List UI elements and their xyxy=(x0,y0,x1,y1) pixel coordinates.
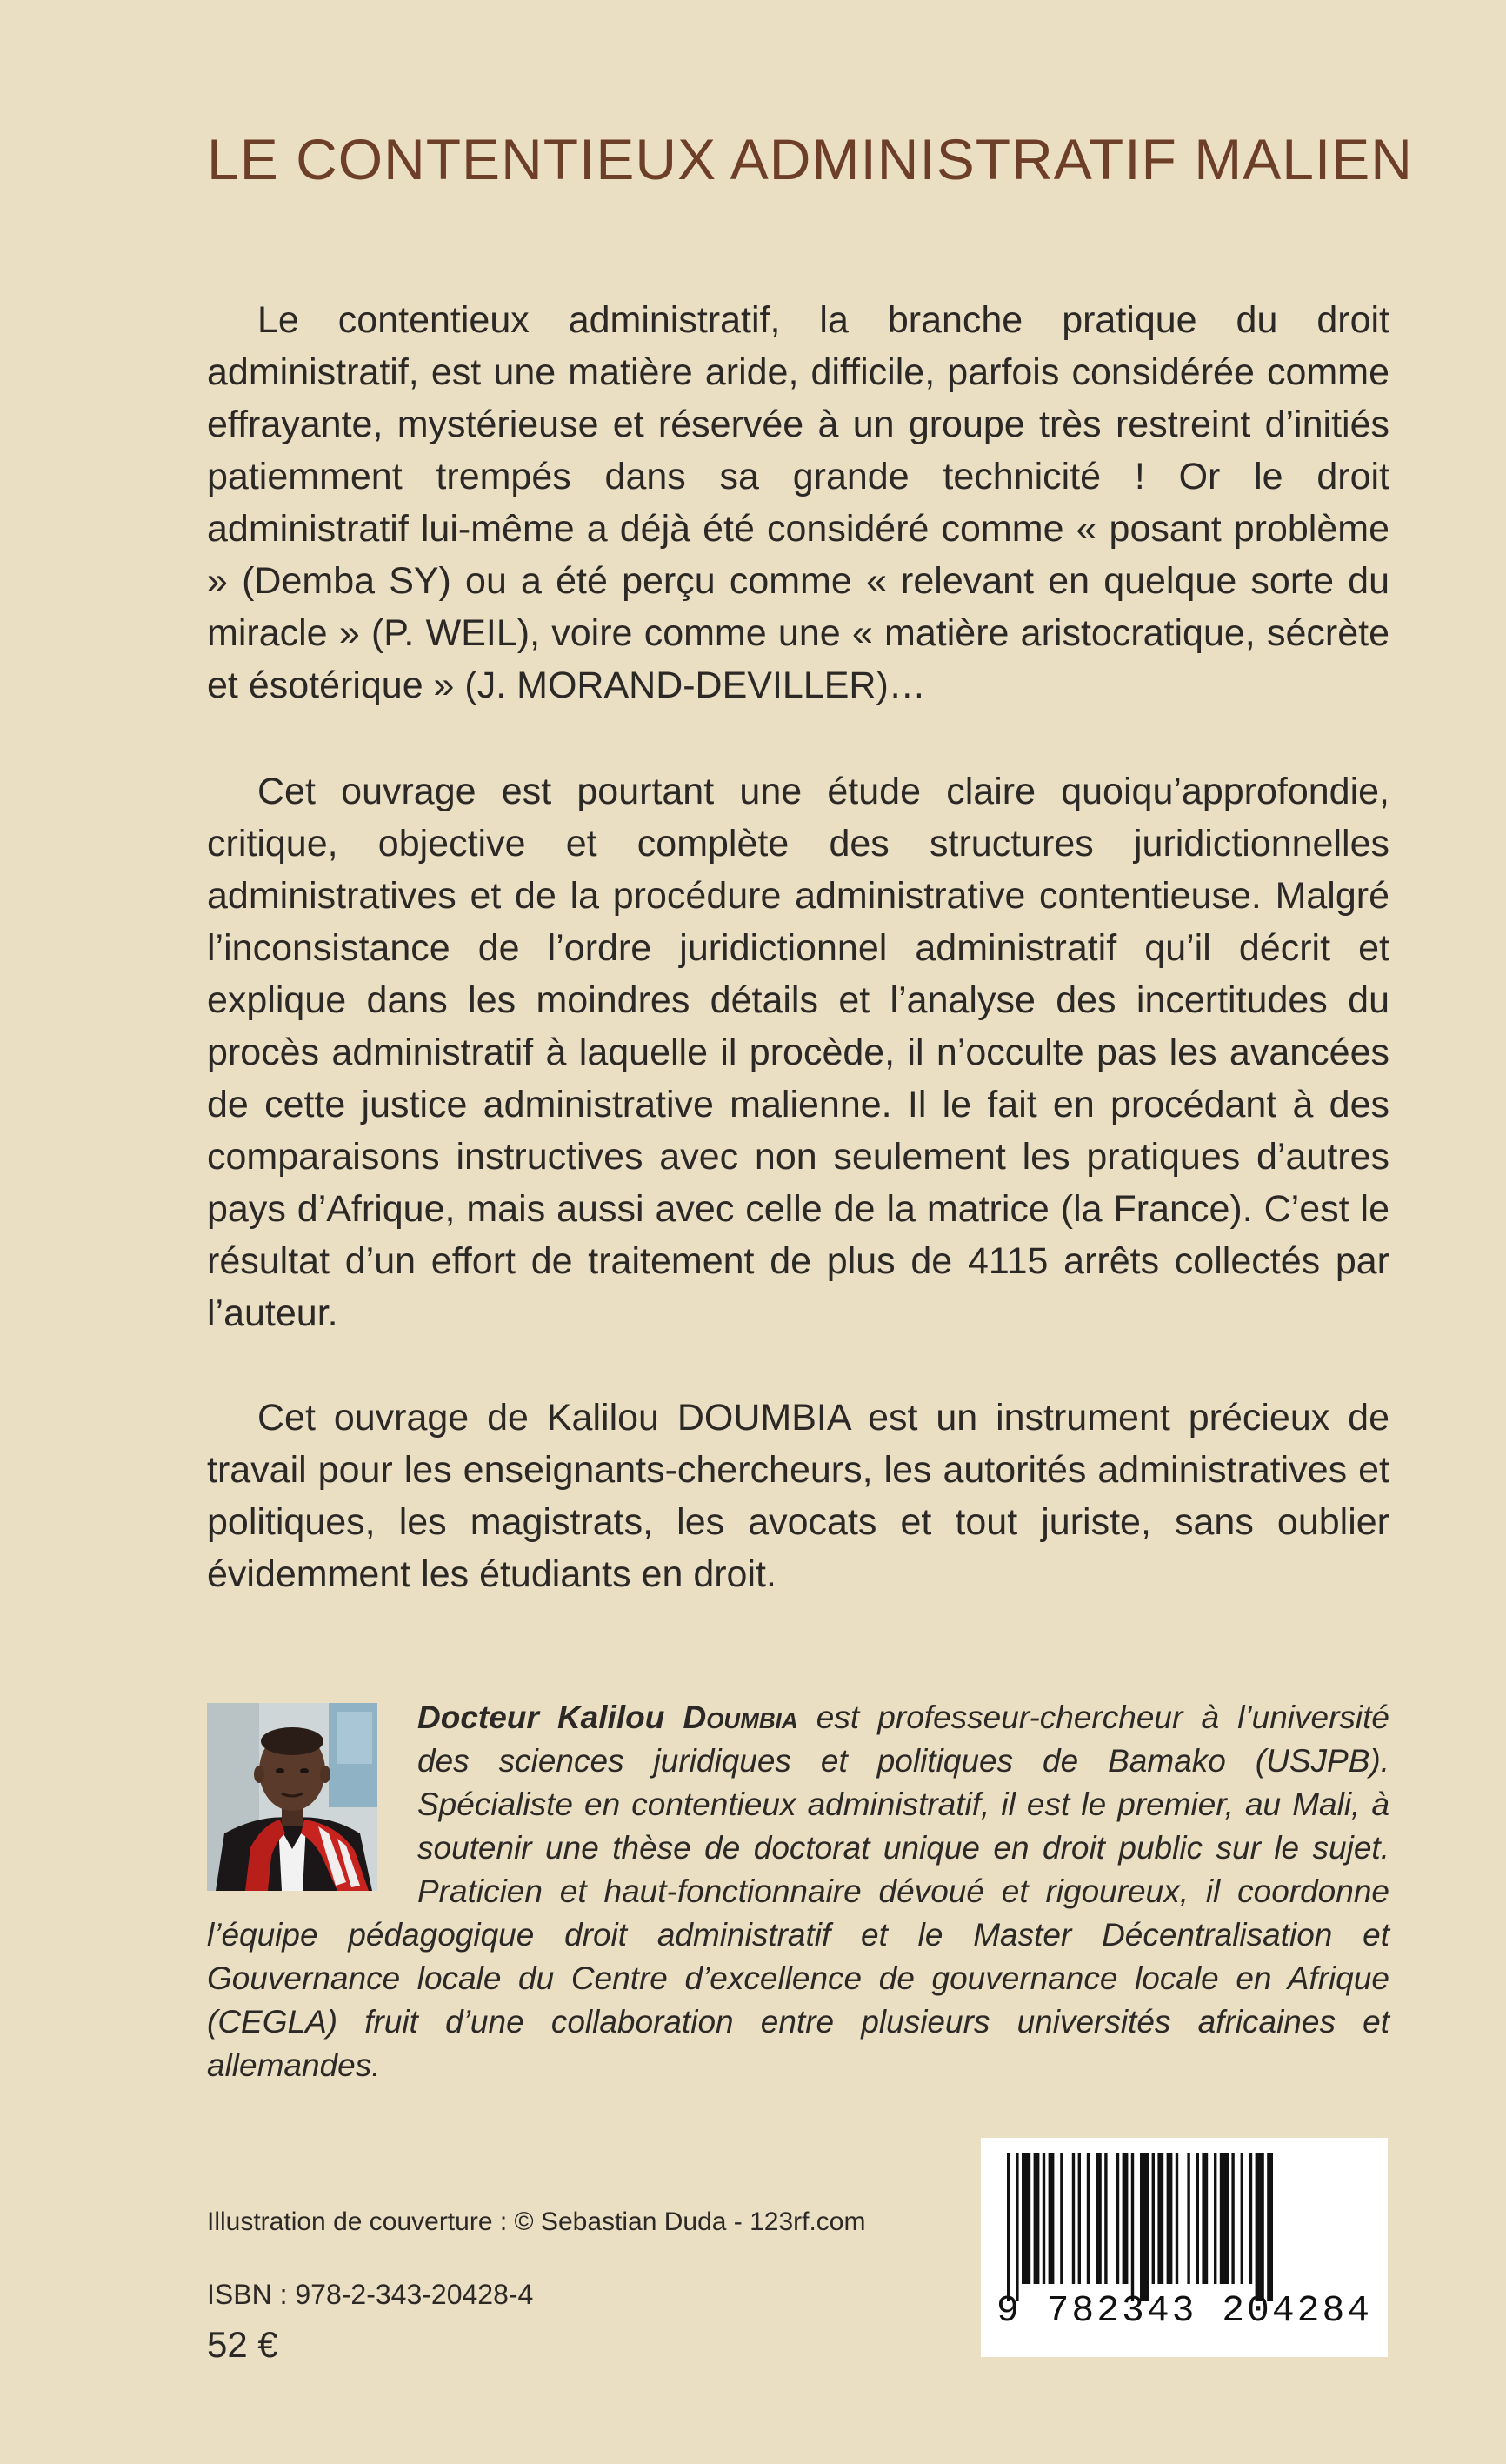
barcode-bar xyxy=(1152,2153,1155,2284)
barcode-bar xyxy=(1049,2153,1055,2284)
barcode-bar xyxy=(1196,2153,1199,2284)
barcode-bar xyxy=(1043,2153,1045,2284)
author-photo xyxy=(207,1703,377,1891)
barcode-bar xyxy=(1241,2153,1243,2284)
barcode xyxy=(981,2138,1388,2357)
author-bio xyxy=(207,1696,1389,2087)
author-surname: Doumbia xyxy=(683,1699,798,1735)
barcode-bar xyxy=(1249,2153,1252,2284)
cover-illustration-credit: Illustration de couverture : © Sebastian Duda - 123rf.com xyxy=(207,2207,866,2236)
barcode-bar xyxy=(1123,2153,1129,2284)
barcode-bar xyxy=(1187,2153,1189,2284)
barcode-bar xyxy=(1267,2153,1273,2301)
isbn: ISBN : 978-2-343-20428-4 xyxy=(207,2279,534,2310)
author-bio-text: est professeur-chercheur à l’université des sciences juridiques et politiques de Bamako (USJPB). Spécialiste en contentieux administratif, il est le premier, au Mali, à soutenir une thèse de doctorat unique en droit public sur le sujet. Praticien et haut-fonctionnaire dévoué et rigoureux, il coordonne l’équipe pédagogique droit administratif et le Master Décentralisation et Gouvernance locale du Centre d’excellence de gouvernance locale en Afrique (CEGLA) fruit d’une collaboration entre plusieurs universités africaines et allemandes. xyxy=(207,1699,1389,2083)
barcode-bar xyxy=(1157,2153,1163,2284)
barcode-bar xyxy=(1256,2153,1264,2301)
author-name-prefix: Docteur Kalilou xyxy=(417,1699,683,1735)
barcode-bar xyxy=(1072,2153,1075,2284)
barcode-bar xyxy=(1202,2153,1208,2284)
barcode-bar xyxy=(1231,2153,1234,2284)
summary-paragraph-3: Cet ouvrage de Kalilou DOUMBIA est un instrument précieux de travail pour les enseignants-chercheurs, les autorités administratives et politiques, les magistrats, les avocats et tout juriste, sans oublier évidemment les étudiants en droit. xyxy=(207,1397,1389,1595)
author-bio-block xyxy=(207,1699,1389,2087)
book-title: LE CONTENTIEUX ADMINISTRATIF MALIEN xyxy=(207,127,1413,191)
barcode-bar xyxy=(1131,2153,1134,2301)
barcode-bar xyxy=(1096,2153,1102,2284)
barcode-bar xyxy=(1078,2153,1081,2284)
barcode-bar xyxy=(1007,2153,1010,2301)
summary-paragraph-1: Le contentieux administratif, la branche pratique du droit administratif, est une matière aride, difficile, parfois considérée comme effrayante, mystérieuse et réservée à un groupe très restreint d’initiés patiemment trempés dans sa grande technicité ! Or le droit administratif lui-même a déjà été considéré comme « posant problème » (Demba SY) ou a été perçu comme « relevant en quelque sorte du miracle » (P. WEIL), voire comme une « matière aristocratique, sécrète et ésotérique » (J. MORAND-DEVILLER)… xyxy=(207,299,1389,706)
barcode-bar xyxy=(1060,2153,1063,2284)
barcode-bar xyxy=(1016,2153,1018,2301)
barcode-bar xyxy=(1167,2153,1173,2284)
barcode-bar xyxy=(1104,2153,1107,2284)
price: 52 € xyxy=(207,2324,278,2365)
barcode-bar xyxy=(1034,2153,1040,2284)
summary-paragraph-2: Cet ouvrage est pourtant une étude claire quoiqu’approfondie, critique, objective et complète des structures juridictionnelles administratives et de la procédure administrative contentieuse. Malgré l’inconsistance de l’ordre juridictionnel administratif qu’il décrit et explique dans les moindres détails et l’analyse des incertitudes du procès administratif à laquelle il procède, il n’occulte pas les avancées de cette justice administrative malienne. Il le fait en procédant à des comparaisons instructives avec non seulement les pratiques d’autres pays d’Afrique, mais aussi avec celle de la matrice (la France). C’est le résultat d’un effort de traitement de plus de 4115 arrêts collectés par l’auteur. xyxy=(207,771,1389,1334)
barcode-digits: 9 782343 204284 xyxy=(996,2289,1373,2332)
barcode-bar xyxy=(1176,2153,1178,2284)
barcode-bar xyxy=(1140,2153,1149,2301)
barcode-bar xyxy=(1087,2153,1090,2284)
barcode-bar xyxy=(1220,2153,1229,2284)
barcode-bar xyxy=(1022,2153,1030,2284)
barcode-bar xyxy=(1116,2153,1119,2284)
barcode-bar xyxy=(1214,2153,1216,2284)
